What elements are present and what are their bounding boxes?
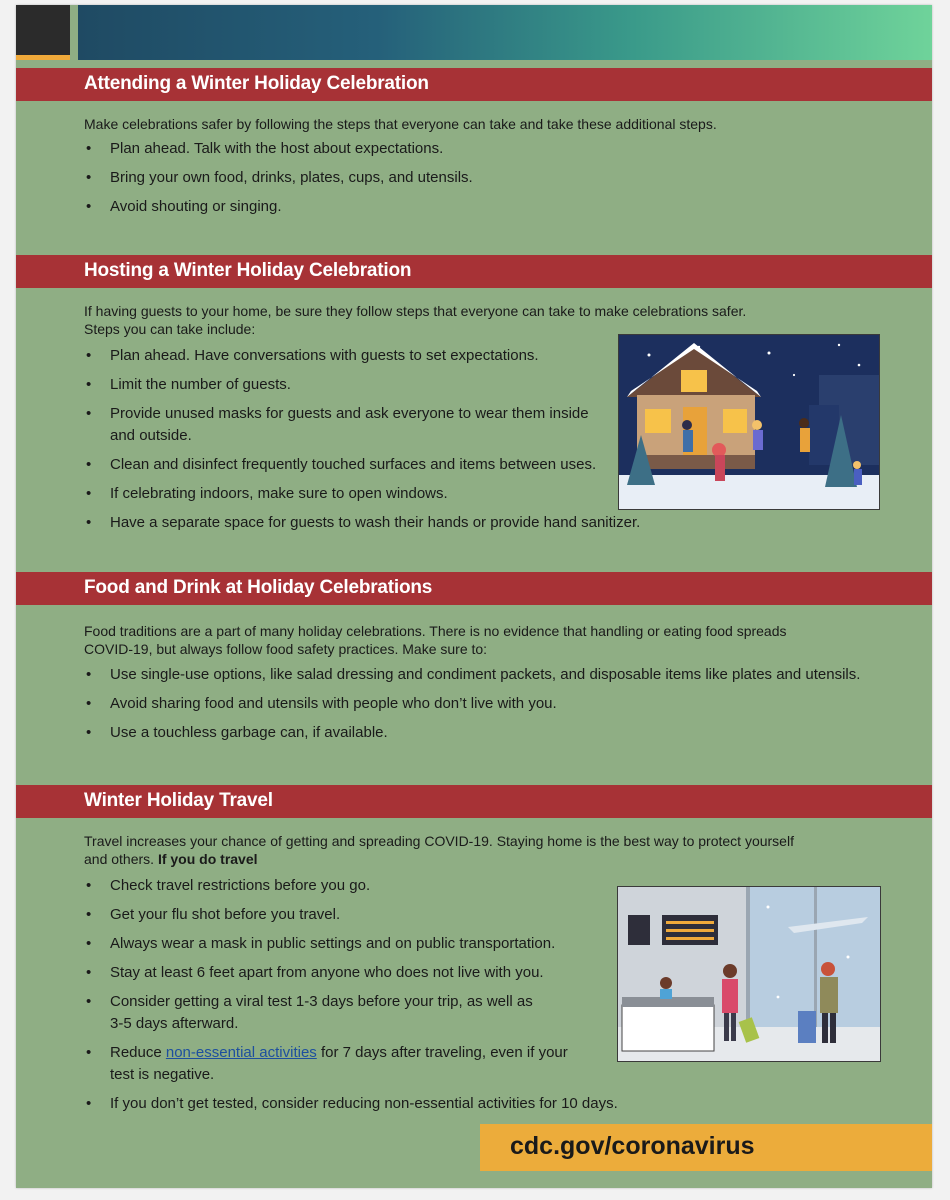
list-item: • Limit the number of guests.	[86, 376, 291, 393]
list-item: • Plan ahead. Have conversations with guests to set expectations.	[86, 347, 539, 364]
list-item: • Check travel restrictions before you go.	[86, 877, 371, 894]
list-item: • Clean and disinfect frequently touched surfaces and items between uses.	[86, 456, 597, 473]
house-party-image	[619, 335, 879, 509]
header-orange-accent	[16, 55, 70, 60]
list-item: • Consider getting a viral test 1-3 days before your trip, as well as 3-5 days afterward.	[86, 993, 533, 1032]
section-intro: Make celebrations safer by following the steps that everyone can take and take these additional steps.	[84, 116, 717, 132]
section-title: Attending a Winter Holiday Celebration	[84, 73, 429, 94]
section-header-food	[16, 572, 932, 605]
footer-url-bar	[480, 1124, 932, 1171]
list-item: • Plan ahead. Talk with the host about expectations.	[86, 140, 444, 157]
list-item: • Avoid shouting or singing.	[86, 198, 282, 215]
header-dark-block	[16, 5, 70, 55]
list-item: • Have a separate space for guests to wash their hands or provide hand sanitizer.	[86, 514, 641, 531]
list-item: • Avoid sharing food and utensils with people who don’t live with you.	[86, 695, 557, 712]
list-item: • Bring your own food, drinks, plates, cups, and utensils.	[86, 169, 473, 186]
bullet-list-food	[84, 664, 884, 744]
section-intro: Travel increases your chance of getting and spreading COVID-19. Staying home is the best way to protect yourself and others. If you do travel	[84, 833, 794, 867]
list-item: • Stay at least 6 feet apart from anyone who does not live with you.	[86, 964, 544, 981]
section-header-attending	[16, 68, 932, 101]
airport-image	[618, 887, 880, 1061]
bullet-list-travel	[84, 875, 644, 1115]
list-item: • If you don’t get tested, consider reducing non-essential activities for 10 days.	[86, 1095, 618, 1112]
bullet-list-hosting	[84, 345, 641, 534]
bullet-list-attending	[84, 138, 473, 218]
list-item: • Always wear a mask in public settings and on public transportation.	[86, 935, 556, 952]
airport-illustration	[617, 886, 881, 1062]
list-item: • Reduce non-essential activities for 7 days after traveling, even if your test is negative.	[86, 1044, 568, 1083]
section-title: Hosting a Winter Holiday Celebration	[84, 260, 412, 281]
section-header-travel	[16, 785, 932, 818]
header-gradient-banner	[78, 5, 932, 60]
section-intro: If having guests to your home, be sure they follow steps that everyone can take to make celebrations safer. Steps you can take include:	[84, 303, 747, 337]
non-essential-activities-link[interactable]: non-essential activities	[165, 1044, 317, 1061]
house-party-illustration	[618, 334, 880, 510]
section-title: Food and Drink at Holiday Celebrations	[84, 577, 433, 598]
section-title: Winter Holiday Travel	[84, 790, 273, 811]
list-item: • Use a touchless garbage can, if available.	[86, 724, 388, 741]
list-item: • Provide unused masks for guests and ask everyone to wear them inside and outside.	[86, 405, 589, 444]
section-header-hosting	[16, 255, 932, 288]
section-intro: Food traditions are a part of many holiday celebrations. There is no evidence that handling or eating food spreads COVID-19, but always follow food safety practices. Make sure to:	[84, 623, 787, 657]
footer-url: cdc.gov/coronavirus	[510, 1132, 755, 1160]
flyer-page	[16, 5, 932, 1188]
list-item: • Get your flu shot before you travel.	[86, 906, 341, 923]
list-item: • If celebrating indoors, make sure to open windows.	[86, 485, 448, 502]
list-item: • Use single-use options, like salad dressing and condiment packets, and disposable items like plates and utensils.	[86, 666, 861, 683]
